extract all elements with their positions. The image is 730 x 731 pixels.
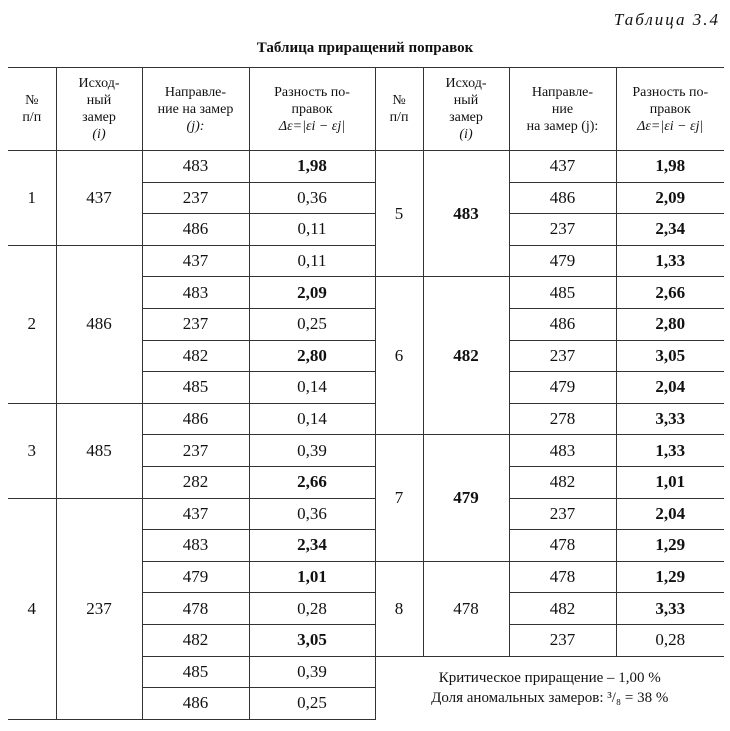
direction-cell: 483 xyxy=(142,277,249,309)
direction-cell: 478 xyxy=(142,593,249,625)
header-diff-right: Разность по- правок Δε=|εi − εj| xyxy=(616,68,724,151)
diff-cell: 1,01 xyxy=(616,466,724,498)
diff-cell: 3,05 xyxy=(249,624,375,656)
critical-increment-note: Критическое приращение – 1,00 % xyxy=(438,669,661,686)
direction-cell: 437 xyxy=(509,151,616,183)
header-source: Исход- ный замер (i) xyxy=(56,68,142,151)
direction-cell: 237 xyxy=(509,498,616,530)
diff-cell: 1,01 xyxy=(249,561,375,593)
direction-cell: 237 xyxy=(509,340,616,372)
diff-cell: 1,98 xyxy=(616,151,724,183)
diff-cell: 0,39 xyxy=(249,435,375,467)
source-measurement: 237 xyxy=(56,498,142,719)
table-row xyxy=(8,403,724,435)
direction-cell: 482 xyxy=(142,624,249,656)
table-row xyxy=(8,245,724,277)
direction-cell: 482 xyxy=(509,466,616,498)
header-row xyxy=(8,68,724,151)
header-num: № п/п xyxy=(8,68,56,151)
source-measurement: 437 xyxy=(56,151,142,246)
diff-cell: 1,29 xyxy=(616,530,724,562)
direction-cell: 282 xyxy=(142,466,249,498)
table-notes xyxy=(375,656,724,719)
diff-cell: 0,28 xyxy=(616,624,724,656)
direction-cell: 485 xyxy=(142,372,249,404)
row-number: 2 xyxy=(8,245,56,403)
diff-cell: 0,11 xyxy=(249,245,375,277)
diff-cell: 2,09 xyxy=(249,277,375,309)
direction-cell: 278 xyxy=(509,403,616,435)
header-source-right: Исход- ный замер (i) xyxy=(423,68,509,151)
diff-cell: 0,25 xyxy=(249,688,375,720)
row-number: 1 xyxy=(8,151,56,246)
diff-cell: 2,04 xyxy=(616,372,724,404)
direction-cell: 486 xyxy=(509,308,616,340)
source-measurement: 479 xyxy=(423,435,509,561)
corrections-table xyxy=(8,67,724,720)
diff-cell: 2,34 xyxy=(249,530,375,562)
direction-cell: 486 xyxy=(509,182,616,214)
direction-cell: 483 xyxy=(142,151,249,183)
diff-cell: 1,33 xyxy=(616,435,724,467)
direction-cell: 479 xyxy=(142,561,249,593)
header-direction-right: Направле- ние на замер (j): xyxy=(509,68,616,151)
row-number: 5 xyxy=(375,151,423,277)
direction-cell: 485 xyxy=(509,277,616,309)
header-diff: Разность по- правок Δε=|εi − εj| xyxy=(249,68,375,151)
direction-cell: 479 xyxy=(509,372,616,404)
direction-cell: 482 xyxy=(509,593,616,625)
diff-cell: 3,05 xyxy=(616,340,724,372)
direction-cell: 486 xyxy=(142,214,249,246)
anomalous-share-note: Доля аномальных замеров: ³/₈ = 38 % xyxy=(431,689,669,706)
diff-cell: 0,36 xyxy=(249,498,375,530)
diff-cell: 0,11 xyxy=(249,214,375,246)
direction-cell: 237 xyxy=(509,624,616,656)
direction-cell: 437 xyxy=(142,245,249,277)
diff-cell: 1,29 xyxy=(616,561,724,593)
diff-cell: 2,34 xyxy=(616,214,724,246)
diff-cell: 3,33 xyxy=(616,403,724,435)
header-direction: Направле- ние на замер (j): xyxy=(142,68,249,151)
diff-cell: 0,39 xyxy=(249,656,375,688)
direction-cell: 478 xyxy=(509,530,616,562)
direction-cell: 479 xyxy=(509,245,616,277)
direction-cell: 437 xyxy=(142,498,249,530)
row-number: 4 xyxy=(8,498,56,719)
diff-cell: 0,25 xyxy=(249,308,375,340)
source-measurement: 486 xyxy=(56,245,142,403)
row-number: 7 xyxy=(375,435,423,561)
source-measurement: 485 xyxy=(56,403,142,498)
diff-cell: 0,14 xyxy=(249,403,375,435)
direction-cell: 237 xyxy=(509,214,616,246)
source-measurement: 478 xyxy=(423,561,509,656)
source-measurement: 482 xyxy=(423,277,509,435)
direction-cell: 486 xyxy=(142,688,249,720)
table-title: Таблица приращений поправок xyxy=(256,40,474,56)
source-measurement: 483 xyxy=(423,151,509,277)
diff-cell: 1,98 xyxy=(249,151,375,183)
diff-cell: 2,80 xyxy=(616,308,724,340)
diff-cell: 2,80 xyxy=(249,340,375,372)
row-number: 6 xyxy=(375,277,423,435)
table-number: Таблица 3.4 xyxy=(613,10,720,29)
table-row xyxy=(8,151,724,183)
direction-cell: 237 xyxy=(142,308,249,340)
direction-cell: 486 xyxy=(142,403,249,435)
diff-cell: 1,33 xyxy=(616,245,724,277)
diff-cell: 2,66 xyxy=(616,277,724,309)
diff-cell: 2,09 xyxy=(616,182,724,214)
diff-cell: 3,33 xyxy=(616,593,724,625)
direction-cell: 483 xyxy=(509,435,616,467)
direction-cell: 485 xyxy=(142,656,249,688)
direction-cell: 237 xyxy=(142,182,249,214)
diff-cell: 0,28 xyxy=(249,593,375,625)
table-row xyxy=(8,498,724,530)
diff-cell: 0,36 xyxy=(249,182,375,214)
diff-cell: 2,66 xyxy=(249,466,375,498)
header-num-right: № п/п xyxy=(375,68,423,151)
row-number: 8 xyxy=(375,561,423,656)
direction-cell: 478 xyxy=(509,561,616,593)
diff-cell: 2,04 xyxy=(616,498,724,530)
direction-cell: 483 xyxy=(142,530,249,562)
direction-cell: 237 xyxy=(142,435,249,467)
direction-cell: 482 xyxy=(142,340,249,372)
diff-cell: 0,14 xyxy=(249,372,375,404)
row-number: 3 xyxy=(8,403,56,498)
